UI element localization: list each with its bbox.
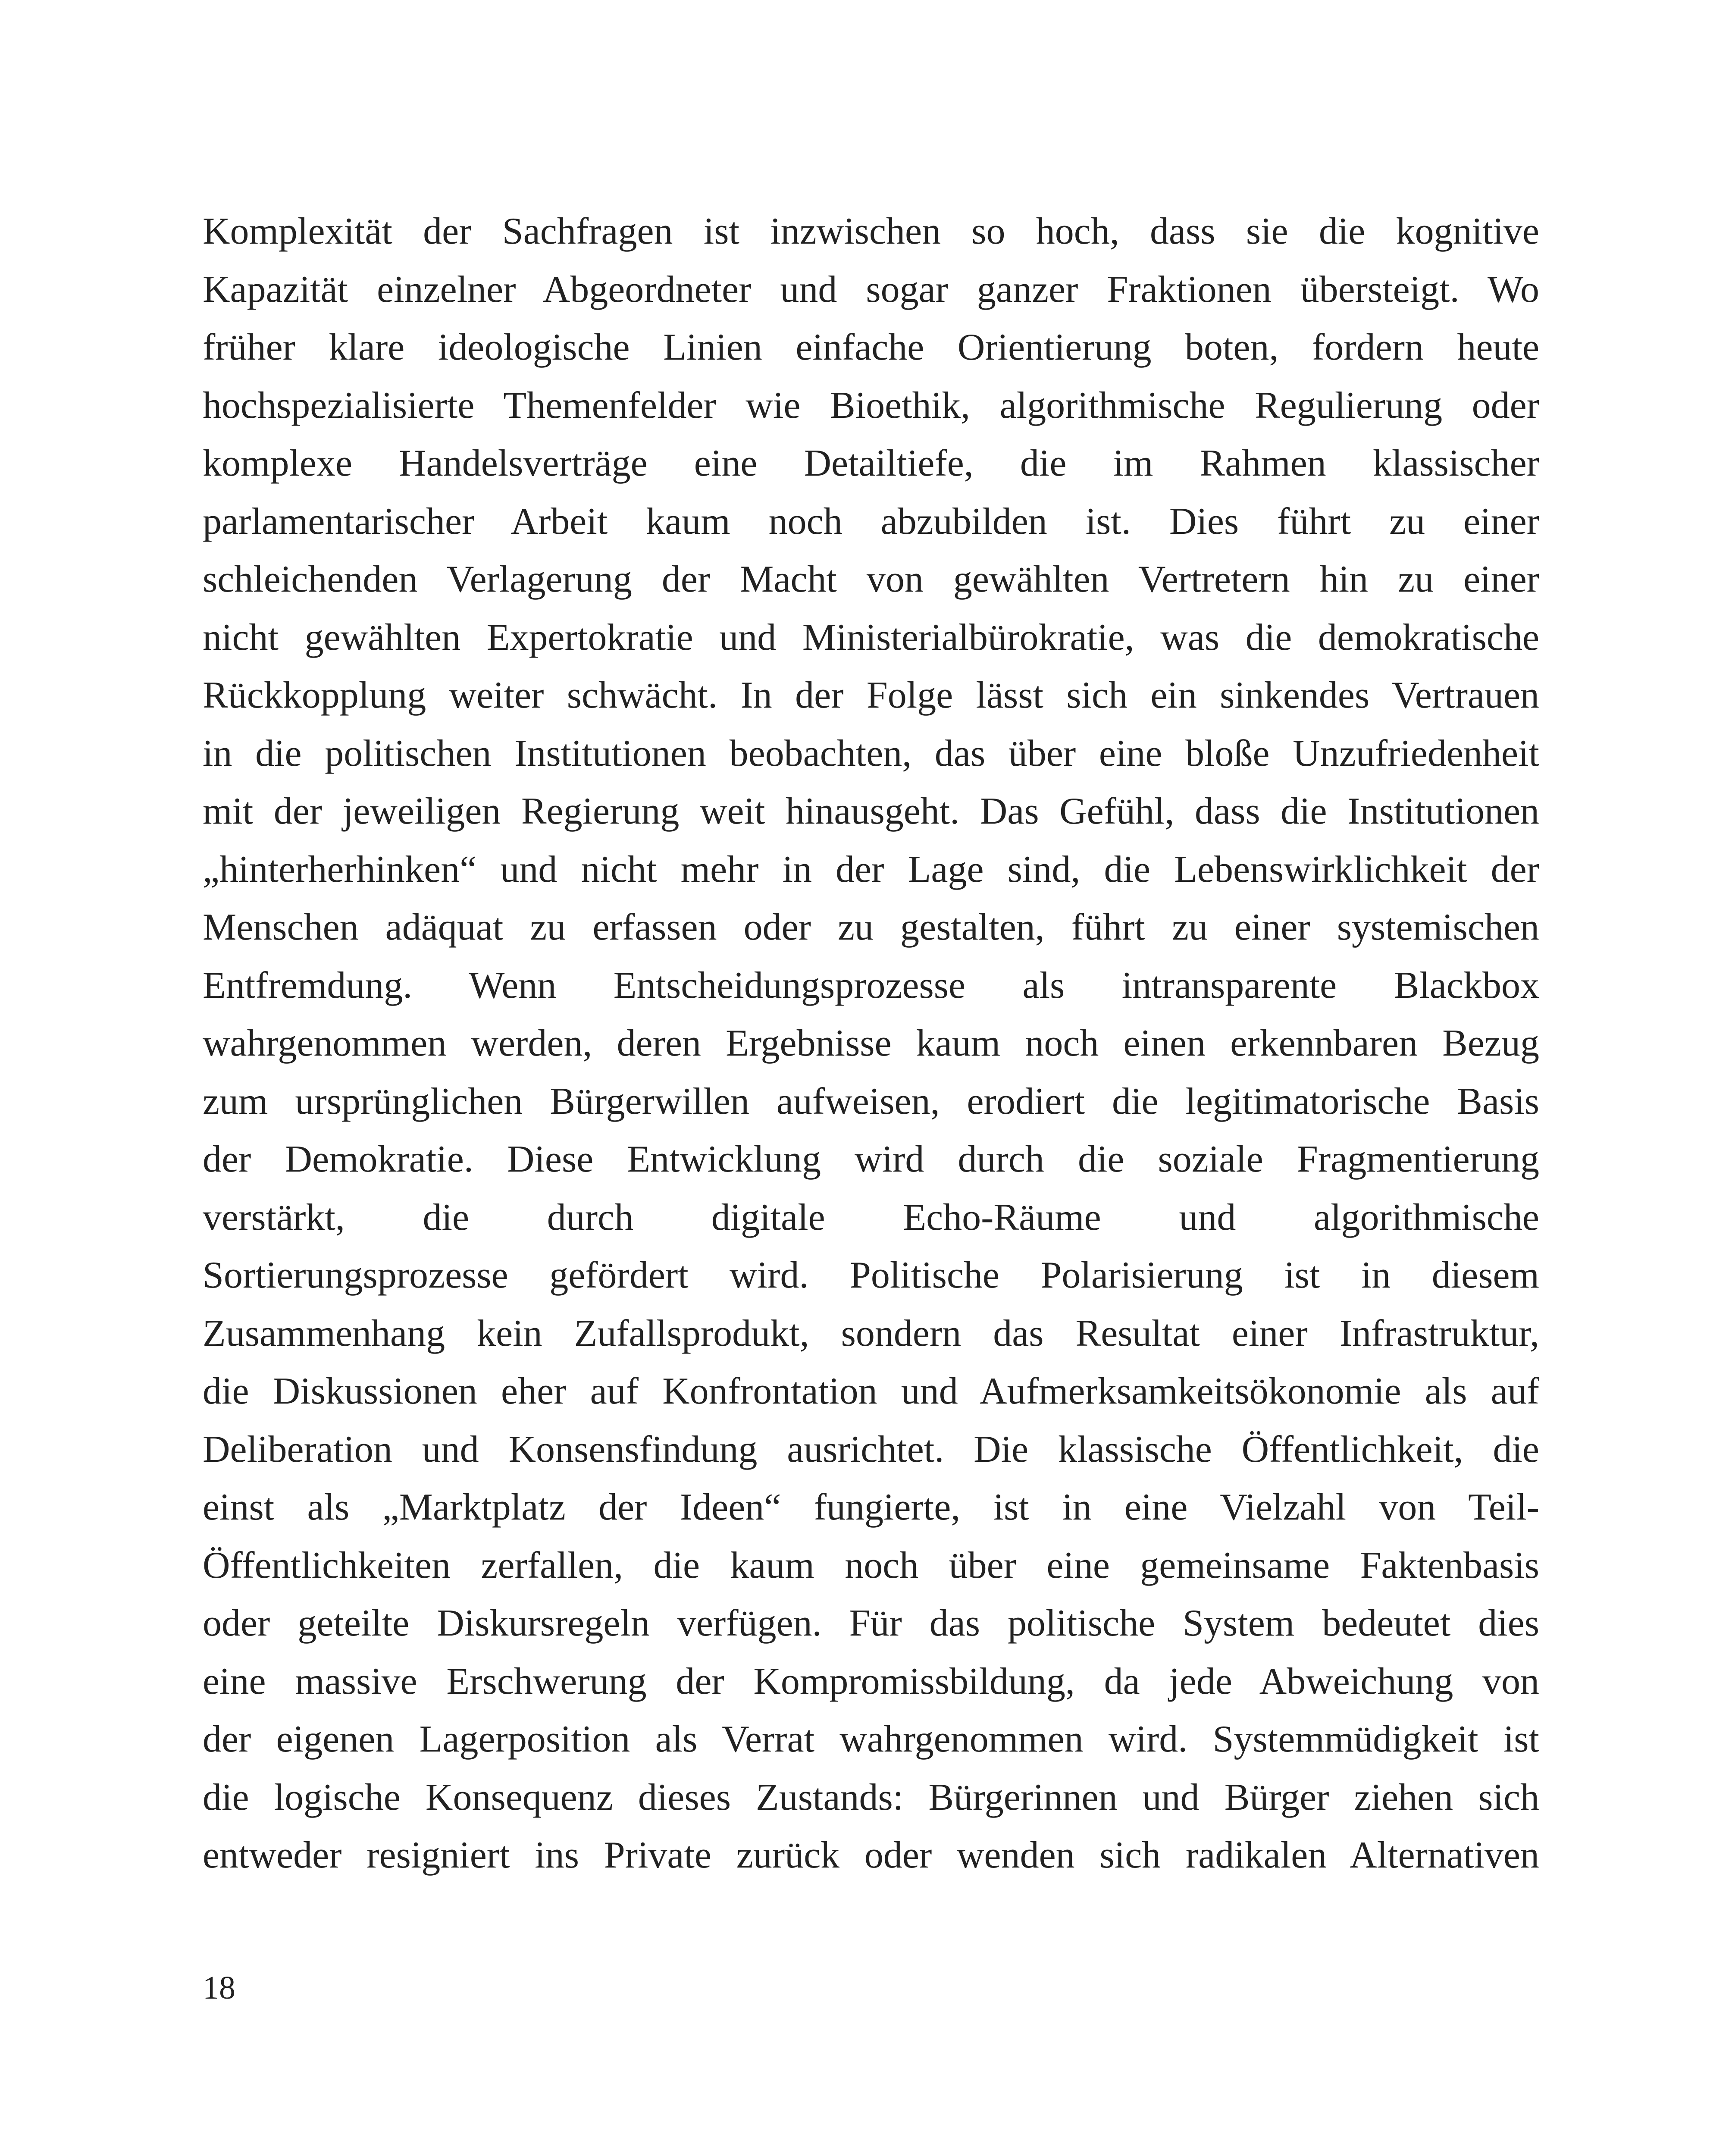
text-line: einst als „Marktplatz der Ideen“ fungierte, ist in eine Vielzahl von Teil- [203, 1486, 1539, 1528]
text-line: die Diskussionen eher auf Konfrontation und Aufmerksamkeitsökonomie als auf [203, 1370, 1539, 1412]
text-line: der eigenen Lagerposition als Verrat wahrgenommen wird. Systemmüdigkeit ist [203, 1718, 1539, 1760]
text-line: der Demokratie. Diese Entwicklung wird durch die soziale Fragmentierung [203, 1138, 1539, 1180]
text-line: Deliberation und Konsensfindung ausrichtet. Die klassische Öffentlichkeit, die [203, 1428, 1539, 1470]
page-number: 18 [203, 1970, 235, 2006]
text-line: komplexe Handelsverträge eine Detailtiefe, die im Rahmen klassischer [203, 442, 1539, 484]
text-line: Sortierungsprozesse gefördert wird. Politische Polarisierung ist in diesem [203, 1254, 1539, 1296]
text-line: Öffentlichkeiten zerfallen, die kaum noch über eine gemeinsame Faktenbasis [203, 1544, 1539, 1586]
text-line: Menschen adäquat zu erfassen oder zu gestalten, führt zu einer systemischen [203, 906, 1539, 948]
text-line: die logische Konsequenz dieses Zustands: Bürgerinnen und Bürger ziehen sich [203, 1776, 1539, 1818]
text-line: verstärkt, die durch digitale Echo-Räume und algorithmische [203, 1196, 1539, 1238]
text-line: entweder resigniert ins Private zurück oder wenden sich radikalen Alternativen [203, 1834, 1539, 1876]
text-line: in die politischen Institutionen beobachten, das über eine bloße Unzufriedenheit [203, 732, 1539, 774]
body-paragraph [203, 203, 1539, 1885]
text-line: hochspezialisierte Themenfelder wie Bioethik, algorithmische Regulierung oder [203, 384, 1539, 426]
text-line: wahrgenommen werden, deren Ergebnisse kaum noch einen erkennbaren Bezug [203, 1022, 1539, 1064]
text-line: oder geteilte Diskursregeln verfügen. Für das politische System bedeutet dies [203, 1602, 1539, 1644]
text-line: Rückkopplung weiter schwächt. In der Folge lässt sich ein sinkendes Vertrauen [203, 674, 1539, 716]
text-line: mit der jeweiligen Regierung weit hinausgeht. Das Gefühl, dass die Institutionen [203, 790, 1539, 832]
text-line: eine massive Erschwerung der Kompromissbildung, da jede Abweichung von [203, 1660, 1539, 1702]
text-line: früher klare ideologische Linien einfache Orientierung boten, fordern heute [203, 326, 1539, 368]
text-line: Zusammenhang kein Zufallsprodukt, sondern das Resultat einer Infrastruktur, [203, 1312, 1539, 1354]
text-line: zum ursprünglichen Bürgerwillen aufweisen, erodiert die legitimatorische Basis [203, 1080, 1539, 1122]
text-line: „hinterherhinken“ und nicht mehr in der Lage sind, die Lebenswirklichkeit der [203, 848, 1539, 890]
text-line: nicht gewählten Expertokratie und Ministerialbürokratie, was die demokratische [203, 616, 1539, 658]
text-line: Entfremdung. Wenn Entscheidungsprozesse als intransparente Blackbox [203, 964, 1539, 1006]
text-line: Kapazität einzelner Abgeordneter und sogar ganzer Fraktionen übersteigt. Wo [203, 268, 1539, 310]
text-line: parlamentarischer Arbeit kaum noch abzubilden ist. Dies führt zu einer [203, 500, 1539, 542]
text-line: schleichenden Verlagerung der Macht von gewählten Vertretern hin zu einer [203, 558, 1539, 600]
text-line: Komplexität der Sachfragen ist inzwischen so hoch, dass sie die kognitive [203, 210, 1539, 252]
